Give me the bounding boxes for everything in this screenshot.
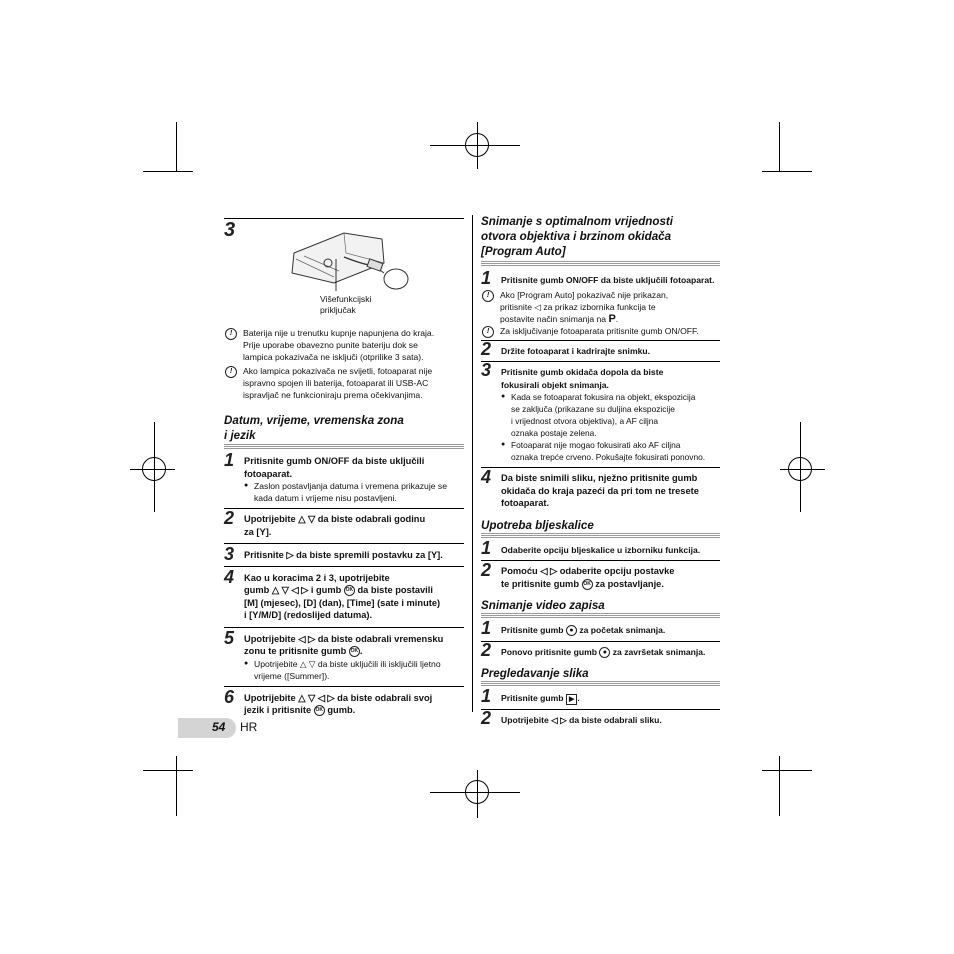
step-2: 2 Upotrijebite △ ▽ da biste odabrali godinu za [Y]. bbox=[224, 508, 426, 537]
record-button-icon: ● bbox=[566, 625, 577, 636]
section-heading-flash: Upotreba bljeskalice bbox=[481, 518, 594, 532]
note-icon: ! bbox=[482, 290, 494, 302]
video-step-1: 1 Pritisnite gumb ● za početak snimanja. bbox=[481, 618, 666, 638]
right-column bbox=[481, 214, 720, 727]
record-button-icon: ● bbox=[599, 647, 610, 658]
step-4: 4 Da biste snimili sliku, nježno pritisnite gumb okidača do kraja pazeći da pri tom ne tresete fotoaparat. bbox=[481, 467, 699, 508]
note-program-auto: ! Ako [Program Auto] pokazivač nije prikazan, pritisnite ◁ za prikaz izbornika funkcija te postavite način snimanja na P. bbox=[481, 289, 720, 325]
step-3-bullet-1: ● Kada se fotoaparat fokusira na objekt, ekspozicija se zaključa (prikazane su duljina ekspozicije i vrijednost otvora objektiva), a AF ciljna oznaka postaje zelena. bbox=[481, 391, 720, 439]
language-code: HR bbox=[240, 720, 258, 734]
flash-step-1: 1 Odaberite opciju bljeskalice u izborniku funkcija. bbox=[481, 537, 701, 558]
step-1: 1 Pritisnite gumb ON/OFF da biste uključili fotoaparat. bbox=[481, 268, 715, 288]
section-heading-video: Snimanje video zapisa bbox=[481, 599, 605, 612]
step-3-block bbox=[224, 219, 464, 327]
playback-step-2: 2 Upotrijebite ◁ ▷ da biste odabrali sliku. bbox=[481, 708, 662, 728]
flash-step-2: 2 Pomoću ◁ ▷ odaberite opciju postavke te pritisnite gumb OK za postavljanje. bbox=[481, 560, 675, 589]
step-6: 6 Upotrijebite △ ▽ ◁ ▷ da biste odabrali svoj jezik i pritisnite OK gumb. bbox=[224, 686, 433, 715]
left-column bbox=[224, 218, 464, 717]
ok-button-icon: OK bbox=[314, 705, 325, 716]
step-5: 5 Upotrijebite ◁ ▷ da biste odabrali vremensku zonu te pritisnite gumb OK . bbox=[224, 627, 444, 656]
step-2: 2 Držite fotoaparat i kadrirajte snimku. bbox=[481, 338, 650, 359]
step-3-bullet-2: ● Fotoaparat nije mogao fokusirati ako AF ciljna oznaka trepće crveno. Pokušajte fokusirati ponovno. bbox=[481, 439, 720, 463]
page-number: 54 bbox=[212, 720, 226, 734]
step-1: 1 Pritisnite gumb ON/OFF da biste uključili fotoaparat. bbox=[224, 450, 425, 479]
playback-step-1: 1 Pritisnite gumb ▶ . bbox=[481, 686, 580, 706]
ok-button-icon: OK bbox=[344, 585, 355, 596]
section-heading-program-auto: Snimanje s optimalnom vrijednosti otvora objektiva i brzinom okidača [Program Auto] bbox=[481, 215, 673, 258]
column-divider bbox=[472, 215, 473, 712]
note-battery: ! Baterija nije u trenutku kupnje napunjena do kraja. Prije uporabe obavezno punite bateriju dok se lampica pokazivača ne isključi (otprilike 3 sata). bbox=[224, 327, 464, 363]
step-1-bullet: ● Zaslon postavljanja datuma i vremena prikazuje se kada datum i vrijeme nisu postavljeni. bbox=[224, 480, 464, 504]
play-button-icon: ▶ bbox=[566, 694, 577, 705]
camera-usb-illustration bbox=[284, 223, 414, 293]
step-3: 3 Pritisnite ▷ da biste spremili postavku za [Y]. bbox=[224, 544, 443, 564]
section-heading-playback: Pregledavanje slika bbox=[481, 667, 589, 680]
note-icon: ! bbox=[225, 328, 237, 340]
step-4: 4 Kao u koracima 2 i 3, upotrijebite gumb △ ▽ ◁ ▷ i gumb OK da biste postavili [M] (mjesec), [D] (dan), [Time] (sate i minute) i [Y/M/D] (redoslijed datuma). bbox=[224, 566, 441, 620]
note-power-off: ! Za isključivanje fotoaparata pritisnite gumb ON/OFF. bbox=[481, 325, 720, 337]
ok-button-icon: OK bbox=[582, 579, 593, 590]
ok-button-icon: OK bbox=[349, 646, 360, 657]
step-3: 3 Pritisnite gumb okidača dopola da biste fokusirali objekt snimanja. bbox=[481, 360, 664, 390]
note-icon: ! bbox=[482, 326, 494, 338]
step-number: 3 bbox=[224, 219, 236, 241]
connector-label: Višefunkcijski priključak bbox=[320, 294, 372, 315]
video-step-2: 2 Ponovo pritisnite gumb ● za završetak snimanja. bbox=[481, 639, 706, 660]
section-heading-datetime: Datum, vrijeme, vremenska zona i jezik bbox=[224, 414, 404, 442]
page-number-tab bbox=[178, 718, 236, 738]
note-icon: ! bbox=[225, 366, 237, 378]
note-lamp: ! Ako lampica pokazivača ne svijetli, fotoaparat nije ispravno spojen ili baterija, fotoaparat ili USB-AC ispravljač ne funkcioniraju prema očekivanjima. bbox=[224, 365, 464, 401]
step-5-bullet: ● Upotrijebite △ ▽ da biste uključili ili isključili ljetno vrijeme ([Summer]). bbox=[224, 658, 464, 682]
